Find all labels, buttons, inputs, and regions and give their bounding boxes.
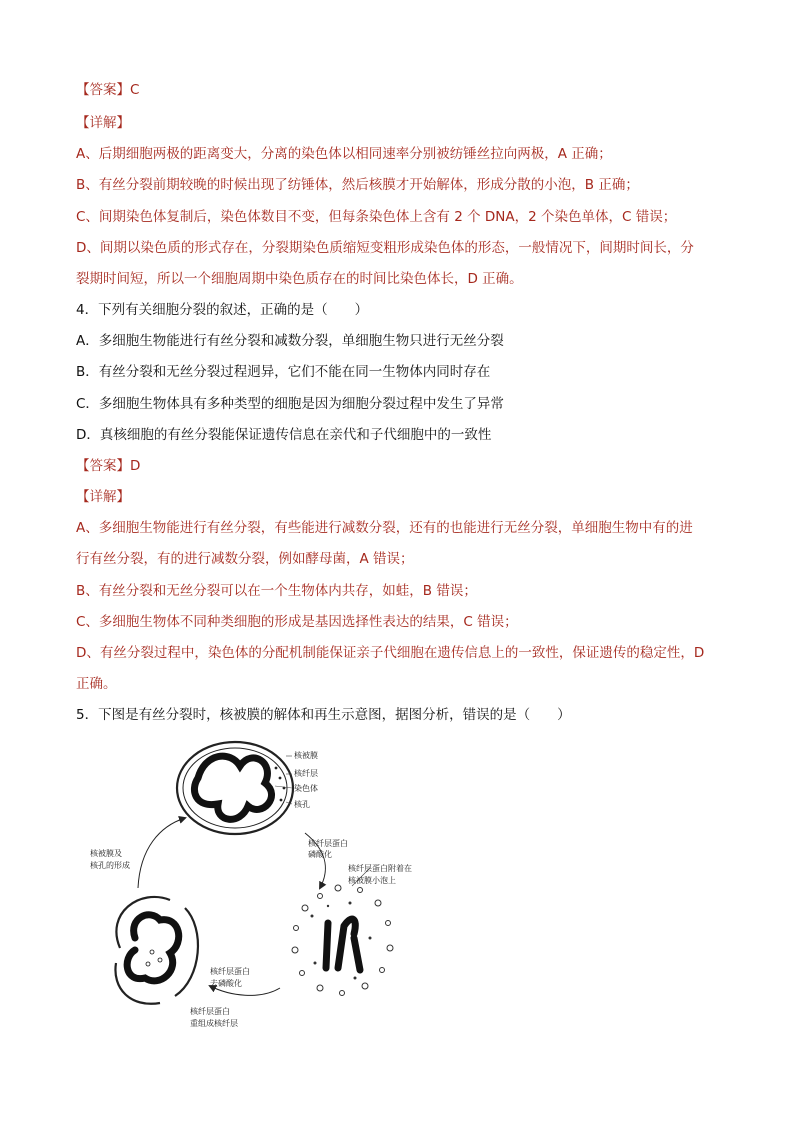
top-nucleus xyxy=(177,742,293,834)
q4-answer-value: D xyxy=(130,458,141,474)
label-reassemble-2: 重组成核纤层 xyxy=(190,1019,238,1028)
q3-detail-line: B、有丝分裂前期较晚的时候出现了纺锤体，然后核膜才开始解体，形成分散的小泡，B 正确； xyxy=(76,177,639,193)
label-attached-2: 核被膜小泡上 xyxy=(348,876,396,885)
q4-stem: 4．下列有关细胞分裂的叙述，正确的是（ ） xyxy=(76,302,369,318)
label-nuclear-envelope: 核被膜 xyxy=(294,751,318,760)
q4-option-b: B．有丝分裂和无丝分裂过程迥异，它们不能在同一生物体内同时存在 xyxy=(76,364,491,380)
q4-answer-tag: 【答案】 xyxy=(76,458,130,474)
q4-option-a: A．多细胞生物能进行有丝分裂和减数分裂，单细胞生物只进行无丝分裂 xyxy=(76,333,504,349)
label-reassemble-1: 核纤层蛋白 xyxy=(190,1007,230,1016)
left-nucleus xyxy=(115,897,198,1004)
nuclear-envelope-cycle-figure xyxy=(90,738,450,1038)
q4-detail-tag: 【详解】 xyxy=(76,489,130,505)
q3-answer-value: C xyxy=(130,82,140,98)
q4-answer xyxy=(76,456,140,476)
label-formation-1: 核被膜及 xyxy=(90,849,122,858)
q3-answer-tag: 【答案】 xyxy=(76,82,130,98)
q4-detail-line: D、有丝分裂过程中，染色体的分配机制能保证亲子代细胞在遗传信息上的一致性，保证遗传的稳定性，D xyxy=(76,645,705,661)
q3-detail-tag: 【详解】 xyxy=(76,115,130,131)
q3-answer xyxy=(76,80,139,100)
right-nucleus xyxy=(292,885,393,996)
label-phosphorylation-2: 磷酸化 xyxy=(308,850,332,859)
figure-drawing xyxy=(90,738,450,1038)
q3-detail-line: C、间期染色体复制后，染色体数目不变，但每条染色体上含有 2 个 DNA，2 个染色单体，C 错误； xyxy=(76,209,677,225)
label-phosphorylation-1: 核纤层蛋白 xyxy=(308,839,348,848)
q4-option-d: D．真核细胞的有丝分裂能保证遗传信息在亲代和子代细胞中的一致性 xyxy=(76,427,492,443)
label-dephos-1: 核纤层蛋白 xyxy=(210,967,250,976)
q3-detail-line: A、后期细胞两极的距离变大，分离的染色体以相同速率分别被纺锤丝拉向两极，A 正确； xyxy=(76,146,612,162)
label-nuclear-pore: 核孔 xyxy=(294,800,310,809)
q4-detail-line: 正确。 xyxy=(76,676,117,692)
label-nuclear-lamina: 核纤层 xyxy=(294,769,318,778)
label-formation-2: 核孔的形成 xyxy=(90,861,130,870)
label-attached-1: 核纤层蛋白附着在 xyxy=(348,864,412,873)
q4-detail-line: 行有丝分裂，有的进行减数分裂，例如酵母菌，A 错误； xyxy=(76,551,414,567)
q3-detail-line: D、间期以染色质的形式存在，分裂期染色质缩短变粗形成染色体的形态，一般情况下，间期时间长，分 xyxy=(76,240,694,256)
label-dephos-2: 去磷酸化 xyxy=(210,979,242,988)
q4-detail-line: B、有丝分裂和无丝分裂可以在一个生物体内共存，如蛙，B 错误； xyxy=(76,583,477,599)
label-chromosome: 染色体 xyxy=(294,784,318,793)
q3-detail-line: 裂期时间短，所以一个细胞周期中染色质存在的时间比染色体长，D 正确。 xyxy=(76,271,523,287)
q4-option-c: C．多细胞生物体具有多种类型的细胞是因为细胞分裂过程中发生了异常 xyxy=(76,396,504,412)
q4-detail-line: C、多细胞生物体不同种类细胞的形成是基因选择性表达的结果，C 错误； xyxy=(76,614,518,630)
q5-stem: 5．下图是有丝分裂时，核被膜的解体和再生示意图，据图分析，错误的是（ ） xyxy=(76,707,571,723)
q4-detail-line: A、多细胞生物能进行有丝分裂，有些能进行减数分裂，还有的也能进行无丝分裂，单细胞生物中有的进 xyxy=(76,520,693,536)
